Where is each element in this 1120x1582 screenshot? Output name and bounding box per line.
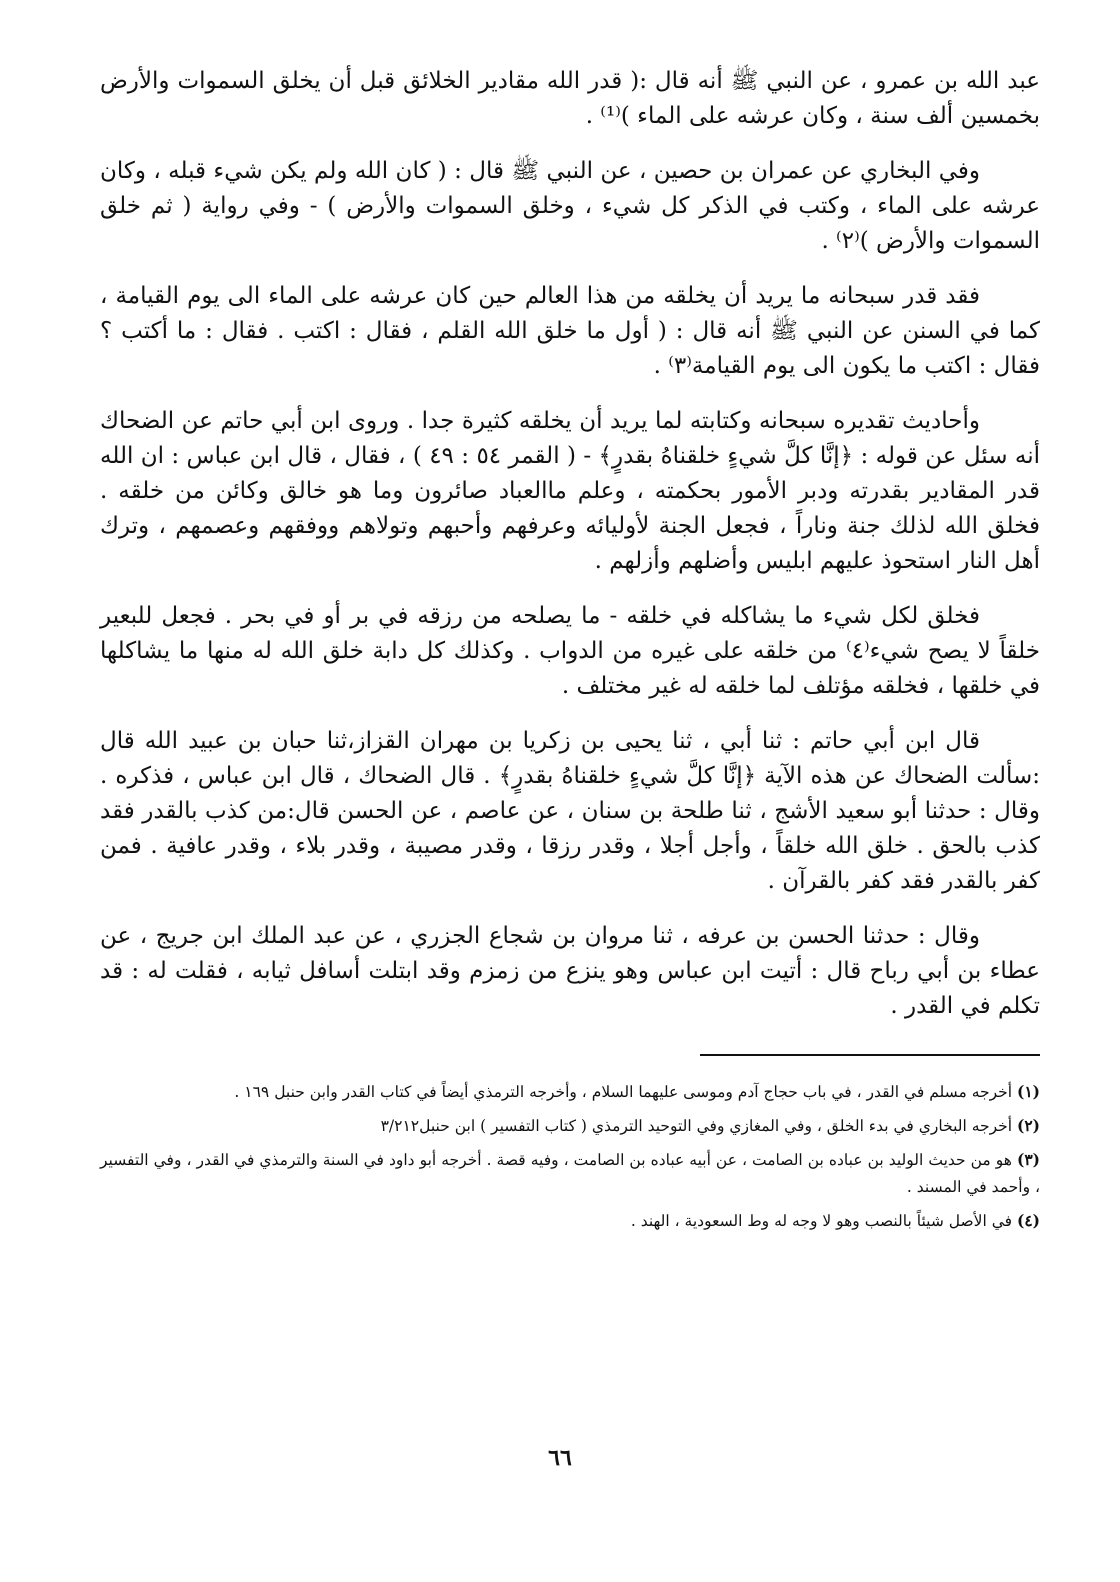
footnote-number: (٣) (1016, 1150, 1040, 1169)
paragraph-3: فقد قدر سبحانه ما يريد أن يخلقه من هذا العالم حين كان عرشه على الماء الى يوم القيامة ، كما في السنن عن النبي ﷺ أنه قال : ( أول ما خلق الله القلم ، فقال : اكتب . فقال : ما أكتب ؟ فقال : اكتب ما يكون الى يوم القيامة⁽٣⁾ . (100, 283, 1040, 379)
footnotes (100, 1078, 1040, 1235)
paragraph-6: قال ابن أبي حاتم : ثنا أبي ، ثنا يحيى بن زكريا بن مهران القزاز،ثنا حبان بن عبيد الله قال :سألت الضحاك عن هذه الآية ﴿إنَّا كلَّ شيءٍ خلقناهُ بقدرٍ﴾ . قال الضحاك ، قال ابن عباس ، فذكره . وقال : حدثنا أبو سعيد الأشج ، ثنا طلحة بن سنان ، عن عاصم ، عن الحسن قال:من كذب بالقدر فقد كذب بالحق . خلق الله خلقاً ، وأجل أجلا ، وقدر رزقا ، وقدر مصيبة ، وقدر بلاء ، وقدر عافية . فمن كفر بالقدر فقد كفر بالقرآن . (100, 728, 1040, 894)
footnote-text: هو من حديث الوليد بن عباده بن الصامت ، عن أبيه عباده بن الصامت ، وفيه قصة . أخرجه أبو داود في السنة والترمذي في القدر ، وفي التفسير ، وأحمد في المسند . (100, 1151, 1040, 1196)
main-text (100, 64, 1040, 1024)
footnote-number: (٢) (1016, 1116, 1040, 1135)
footnote-text: أخرجه البخاري في بدء الخلق ، وفي المغازي وفي التوحيد الترمذي ( كتاب التفسير ) ابن حنبل٣/٢١٢ (380, 1117, 1013, 1135)
footnote-text: في الأصل شيئاً بالنصب وهو لا وجه له وط السعودية ، الهند . (630, 1212, 1013, 1230)
paragraph-5: فخلق لكل شيء ما يشاكله في خلقه - ما يصلحه من رزقه في بر أو في بحر . فجعل للبعير خلقاً لا يصح شيء⁽٤⁾ من خلقه على غيره من الدواب . وكذلك كل دابة خلق الله له منها ما يشاكلها في خلقها ، فخلقه مؤتلف لما خلقه له غير مختلف . (100, 603, 1041, 699)
footnote-2 (100, 1112, 1040, 1140)
footnote-1 (100, 1078, 1040, 1106)
footnote-separator (700, 1054, 1040, 1056)
paragraph-2: وفي البخاري عن عمران بن حصين ، عن النبي ﷺ قال : ( كان الله ولم يكن شيء قبله ، وكان عرشه على الماء ، وكتب في الذكر كل شيء ، وخلق السموات والأرض ) - وفي رواية ( ثم خلق السموات والأرض )⁽٢⁾ . (100, 158, 1040, 254)
footnote-number: (١) (1016, 1082, 1040, 1101)
paragraph-7: وقال : حدثنا الحسن بن عرفه ، ثنا مروان بن شجاع الجزري ، عن عبد الملك ابن جريج ، عن عطاء بن أبي رباح قال : أتيت ابن عباس وهو ينزع من زمزم وقد ابتلت أسافل ثيابه ، فقلت له : قد تكلم في القدر . (100, 923, 1040, 1019)
paragraph-1: عبد الله بن عمرو ، عن النبي ﷺ أنه قال :( قدر الله مقادير الخلائق قبل أن يخلق السموات والأرض بخمسين ألف سنة ، وكان عرشه على الماء )⁽¹⁾ . (100, 68, 1040, 129)
paragraph-4: وأحاديث تقديره سبحانه وكتابته لما يريد أن يخلقه كثيرة جدا . وروى ابن أبي حاتم عن الضحاك أنه سئل عن قوله : ﴿إنَّا كلَّ شيءٍ خلقناهُ بقدرٍ﴾ - ( القمر ٥٤ : ٤٩ ) ، فقال ، قال ابن عباس : ان الله قدر المقادير بقدرته ودبر الأمور بحكمته ، وعلم ماالعباد صائرون وما هو خالق وكائن من خلقه . فخلق الله لذلك جنة وناراً ، فجعل الجنة لأوليائه وعرفهم وأحبهم وتولاهم ووفقهم وعصمهم ، وترك أهل النار استحوذ عليهم ابليس وأضلهم وأزلهم . (100, 408, 1040, 574)
page-number: ٦٦ (548, 1445, 572, 1471)
footnote-text: أخرجه مسلم في القدر ، في باب حجاج آدم وموسى عليهما السلام ، وأخرجه الترمذي أيضاً في كتاب القدر وابن حنبل ١٦٩ . (234, 1083, 1013, 1101)
footnote-number: (٤) (1016, 1211, 1040, 1230)
footnote-3 (100, 1146, 1040, 1201)
footnote-4 (100, 1207, 1040, 1235)
document-page (100, 64, 1040, 1564)
